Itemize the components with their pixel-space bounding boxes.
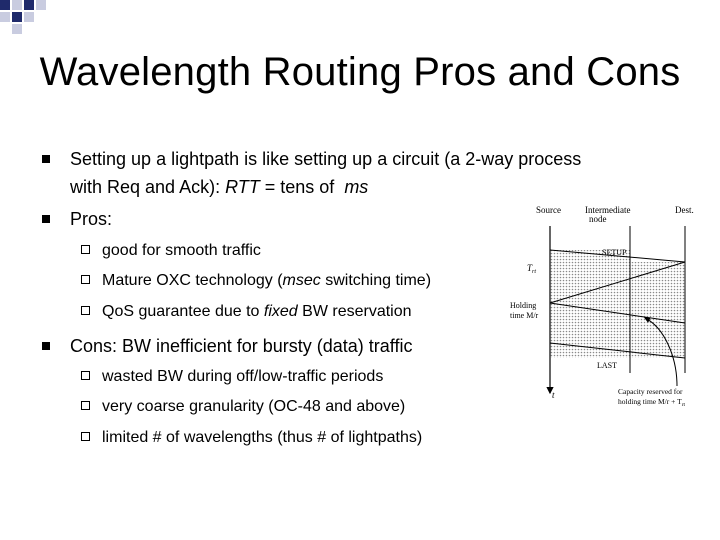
oxc-before: Mature OXC technology ( (102, 272, 283, 289)
square-bullet-icon (42, 155, 50, 163)
cons-label: Cons: BW inefficient for bursty (data) traffic (70, 336, 413, 356)
pros-item-text (102, 301, 412, 323)
lightpath-timing-diagram (505, 198, 715, 418)
deco-square-light-3 (0, 12, 10, 22)
cons-item-text: very coarse granularity (OC-48 and above) (102, 398, 406, 415)
setup-label: SETUP (602, 248, 627, 257)
ms-italic: ms (344, 177, 369, 197)
capacity-sub: rt (681, 402, 686, 408)
deco-square-light-5 (12, 24, 22, 34)
deco-square-light-4 (24, 12, 34, 22)
source-label: Source (536, 205, 561, 215)
pros-item-text (102, 270, 431, 292)
deco-square-dark-1 (0, 0, 10, 10)
qos-before: QoS guarantee due to (102, 303, 264, 320)
pros-label: Pros: (70, 209, 113, 229)
square-bullet-icon (42, 342, 50, 350)
intermediate-label-2: node (589, 214, 607, 224)
line2-prefix: with Req and Ack): (70, 177, 226, 197)
deco-square-light-2 (36, 0, 46, 10)
slide-title: Wavelength Routing Pros and Cons (39, 50, 681, 94)
qos-after: BW reservation (297, 303, 412, 320)
time-axis-label: t (552, 390, 555, 400)
intermediate-label-1: Intermediate (585, 205, 631, 215)
deco-square-dark-3 (12, 12, 22, 22)
capacity-label-2 (618, 397, 686, 408)
square-bullet-icon (42, 215, 50, 223)
deco-square-light-1 (12, 0, 22, 10)
cons-item-text: limited # of wavelengths (thus # of lightpaths) (102, 429, 423, 446)
decorative-squares (0, 0, 200, 40)
hollow-square-bullet-icon (81, 432, 90, 441)
trt-main: T (527, 263, 533, 273)
trt-sub: rt (532, 269, 537, 275)
hollow-square-bullet-icon (81, 275, 90, 284)
line2-mid: = tens of (259, 177, 345, 197)
oxc-after: switching time) (320, 272, 432, 289)
rtt-italic: RTT (225, 177, 260, 197)
hollow-square-bullet-icon (81, 306, 90, 315)
capacity-main: holding time M/r + T (618, 397, 682, 406)
hollow-square-bullet-icon (81, 371, 90, 380)
bullet-lightpath-line2 (70, 175, 368, 200)
hollow-square-bullet-icon (81, 245, 90, 254)
cons-item-text: wasted BW during off/low-traffic periods (102, 368, 384, 385)
trt-label (527, 263, 536, 275)
oxc-italic: msec (282, 272, 321, 289)
hollow-square-bullet-icon (81, 401, 90, 410)
last-label: LAST (597, 361, 617, 370)
dest-label: Dest. (675, 205, 694, 215)
holding-label-2: time M/r (510, 311, 539, 320)
qos-italic: fixed (263, 303, 298, 320)
deco-square-dark-2 (24, 0, 34, 10)
bullet-lightpath-line1: Setting up a lightpath is like setting up a circuit (a 2-way process (70, 149, 582, 169)
holding-label-1: Holding (510, 301, 537, 310)
pros-item-text: good for smooth traffic (102, 242, 261, 259)
capacity-label-1: Capacity reserved for (618, 387, 683, 396)
